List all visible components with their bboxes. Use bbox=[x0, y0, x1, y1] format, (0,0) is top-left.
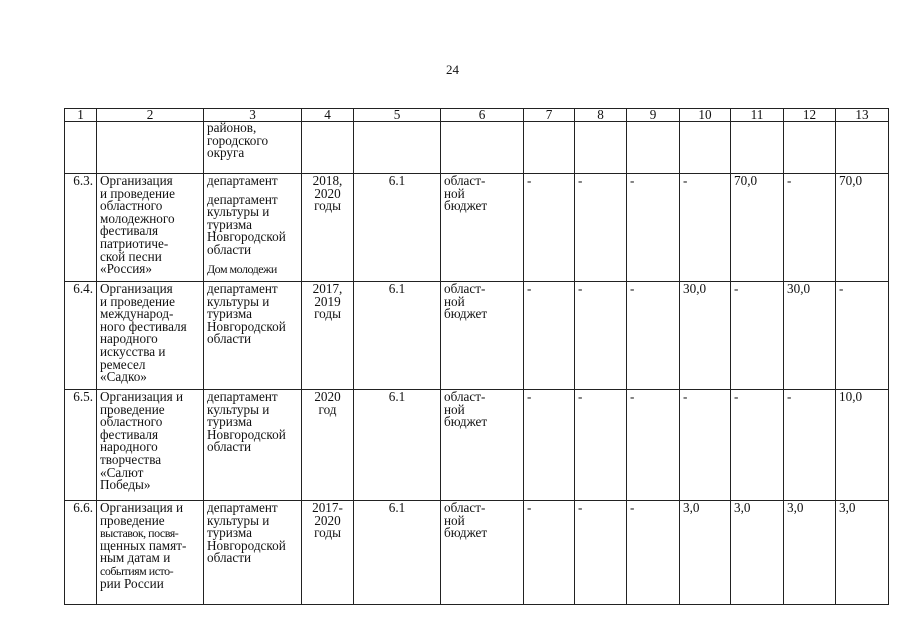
text-line: Новгородской bbox=[207, 537, 286, 553]
cell-name bbox=[97, 282, 204, 390]
text-line: области bbox=[207, 550, 252, 566]
cell-years bbox=[302, 174, 354, 282]
text-line: «Россия» bbox=[100, 261, 152, 277]
text-line: департамент bbox=[207, 281, 278, 296]
cell-num: 6.4. bbox=[65, 282, 97, 390]
header-row bbox=[65, 109, 889, 122]
text-line: культуры и bbox=[207, 512, 270, 528]
table-row bbox=[65, 390, 889, 501]
text-line: «Садко» bbox=[100, 369, 147, 385]
cell-value-col-7: - bbox=[524, 390, 575, 501]
text-line: 2020 bbox=[314, 185, 341, 201]
text-line: бюджет bbox=[444, 414, 488, 430]
cell-source bbox=[441, 282, 524, 390]
text-line: област- bbox=[444, 173, 486, 188]
cell-name bbox=[97, 390, 204, 501]
text-line: и проведение bbox=[100, 185, 175, 201]
cell-value-col-8: - bbox=[575, 501, 627, 605]
table-row bbox=[65, 282, 889, 390]
continuation-row bbox=[65, 122, 889, 174]
header-cell-13: 13 bbox=[836, 109, 889, 122]
cell-target: 6.1 bbox=[354, 174, 441, 282]
header-cell-4: 4 bbox=[302, 109, 354, 122]
text-line: Организация bbox=[100, 173, 173, 188]
text-line: рии России bbox=[100, 575, 164, 591]
text-line: округа bbox=[207, 145, 245, 161]
cell-years bbox=[302, 282, 354, 390]
text-line: районов, bbox=[207, 121, 257, 135]
text-line: бюджет bbox=[444, 525, 488, 541]
text-line: Новгородской bbox=[207, 426, 286, 442]
text-line: областного bbox=[100, 198, 163, 214]
cell-target: 6.1 bbox=[354, 501, 441, 605]
text-line: выставок, посвя- bbox=[100, 526, 179, 541]
cell-value-col-8: - bbox=[575, 390, 627, 501]
text-line: культуры и bbox=[207, 401, 270, 417]
text-line: проведение bbox=[100, 512, 165, 528]
text-line: 2017, bbox=[312, 281, 343, 296]
text-line: фестиваля bbox=[100, 426, 159, 442]
cell-value-col-10: 30,0 bbox=[680, 282, 731, 390]
text-line: области bbox=[207, 439, 252, 455]
cell-executor bbox=[204, 174, 302, 282]
text-line: департамент bbox=[207, 389, 278, 404]
cell-name bbox=[97, 122, 204, 174]
cell-years bbox=[302, 501, 354, 605]
cell-value-col-8: - bbox=[575, 282, 627, 390]
text-line: 2020 bbox=[314, 389, 341, 404]
text-line: туризма bbox=[207, 216, 252, 232]
text-line: бюджет bbox=[444, 306, 488, 322]
cell-target bbox=[354, 122, 441, 174]
text-line: туризма bbox=[207, 414, 252, 430]
text-line: области bbox=[207, 241, 252, 257]
cell-num: 6.5. bbox=[65, 390, 97, 501]
text-line: бюджет bbox=[444, 198, 488, 214]
cell-value-col-13: 3,0 bbox=[836, 501, 889, 605]
header-cell-6: 6 bbox=[441, 109, 524, 122]
text-line: фестиваля bbox=[100, 223, 159, 239]
text-line: област- bbox=[444, 281, 486, 296]
text-line: ной bbox=[444, 512, 465, 528]
text-line: ной bbox=[444, 293, 465, 309]
text-line: щенных памят- bbox=[100, 537, 187, 553]
text-line: Дом молодежи bbox=[207, 261, 277, 276]
text-line: событиям исто- bbox=[100, 563, 174, 578]
text-line: област- bbox=[444, 500, 486, 515]
text-line: народного bbox=[100, 439, 158, 455]
cell-value-col-10: 3,0 bbox=[680, 501, 731, 605]
cell-num: 6.3. bbox=[65, 174, 97, 282]
cell-value-col-9: - bbox=[627, 282, 680, 390]
cell-executor bbox=[204, 390, 302, 501]
text-line: народного bbox=[100, 331, 158, 347]
header-cell-9: 9 bbox=[627, 109, 680, 122]
text-line: молодежного bbox=[100, 210, 175, 226]
text-line: годы bbox=[314, 306, 341, 322]
text-line: патриотиче- bbox=[100, 235, 169, 251]
text-line: туризма bbox=[207, 525, 252, 541]
text-line: области bbox=[207, 331, 252, 347]
text-line: и проведение bbox=[100, 293, 175, 309]
header-cell-1: 1 bbox=[65, 109, 97, 122]
text-line: 2018, bbox=[312, 173, 343, 188]
cell-value-col-13: 10,0 bbox=[836, 390, 889, 501]
text-line: ного фестиваля bbox=[100, 318, 187, 334]
text-line: Новгородской bbox=[207, 318, 286, 334]
text-line: областного bbox=[100, 414, 163, 430]
text-line: департамент bbox=[207, 191, 278, 207]
cell-num: 6.6. bbox=[65, 501, 97, 605]
text-line: 2019 bbox=[314, 293, 341, 309]
text-line: департамент bbox=[207, 173, 278, 188]
cell-num bbox=[65, 122, 97, 174]
cell-target: 6.1 bbox=[354, 282, 441, 390]
header-cell-12: 12 bbox=[784, 109, 836, 122]
header-cell-5: 5 bbox=[354, 109, 441, 122]
text-line: област- bbox=[444, 389, 486, 404]
header-cell-7: 7 bbox=[524, 109, 575, 122]
cell-years bbox=[302, 390, 354, 501]
text-line: проведение bbox=[100, 401, 165, 417]
cell-source bbox=[441, 122, 524, 174]
header-cell-10: 10 bbox=[680, 109, 731, 122]
text-line: культуры и bbox=[207, 293, 270, 309]
text-line: 2017- bbox=[312, 500, 343, 515]
text-line: городского bbox=[207, 132, 269, 148]
text-line: годы bbox=[314, 198, 341, 214]
cell-value-col-13: - bbox=[836, 282, 889, 390]
text-line: департамент bbox=[207, 500, 278, 515]
cell-value-col-7: - bbox=[524, 282, 575, 390]
cell-years bbox=[302, 122, 354, 174]
cell-value-col-12: 3,0 bbox=[784, 501, 836, 605]
cell-executor bbox=[204, 501, 302, 605]
cell-value-col-11: 70,0 bbox=[731, 174, 784, 282]
header-cell-3: 3 bbox=[204, 109, 302, 122]
program-table bbox=[64, 108, 889, 605]
text-line: туризма bbox=[207, 306, 252, 322]
text-line: год bbox=[318, 401, 337, 417]
text-line: ской песни bbox=[100, 248, 162, 264]
page-number: 24 bbox=[446, 62, 459, 77]
text-line: «Салют bbox=[100, 464, 144, 480]
text-line: Победы» bbox=[100, 477, 151, 493]
header-cell-2: 2 bbox=[97, 109, 204, 122]
header-cell-8: 8 bbox=[575, 109, 627, 122]
header-cell-11: 11 bbox=[731, 109, 784, 122]
cell-name bbox=[97, 174, 204, 282]
text-line: 2020 bbox=[314, 512, 341, 528]
text-line: Организация и bbox=[100, 389, 184, 404]
cell-value-col-9: - bbox=[627, 174, 680, 282]
cell-value-col-11: 3,0 bbox=[731, 501, 784, 605]
cell-value-col-12: - bbox=[784, 390, 836, 501]
cell-executor bbox=[204, 282, 302, 390]
cell-value-col-7: - bbox=[524, 501, 575, 605]
cell-executor bbox=[204, 122, 302, 174]
text-line: международ- bbox=[100, 306, 174, 322]
cell-value-col-12: 30,0 bbox=[784, 282, 836, 390]
text-line: искусства и bbox=[100, 343, 166, 359]
table-row bbox=[65, 174, 889, 282]
cell-value-col-7: - bbox=[524, 174, 575, 282]
cell-value-col-13: 70,0 bbox=[836, 174, 889, 282]
cell-value-col-9: - bbox=[627, 390, 680, 501]
cell-value-col-10: - bbox=[680, 174, 731, 282]
text-line: Новгородской bbox=[207, 229, 286, 245]
text-line: Организация и bbox=[100, 500, 184, 515]
cell-value-col-9: - bbox=[627, 501, 680, 605]
cell-value-col-10: - bbox=[680, 390, 731, 501]
cell-name bbox=[97, 501, 204, 605]
text-line: творчества bbox=[100, 451, 162, 467]
cell-source bbox=[441, 174, 524, 282]
text-line: Организация bbox=[100, 281, 173, 296]
cell-value-col-12: - bbox=[784, 174, 836, 282]
cell-source bbox=[441, 390, 524, 501]
cell-target: 6.1 bbox=[354, 390, 441, 501]
table-row bbox=[65, 501, 889, 605]
cell-value-col-8: - bbox=[575, 174, 627, 282]
text-line: культуры и bbox=[207, 204, 270, 220]
cell-source bbox=[441, 501, 524, 605]
text-line: ной bbox=[444, 185, 465, 201]
text-line: ремесел bbox=[100, 356, 146, 372]
cell-value-col-11: - bbox=[731, 390, 784, 501]
text-line: ной bbox=[444, 401, 465, 417]
text-line: ным датам и bbox=[100, 550, 171, 566]
cell-value-col-11: - bbox=[731, 282, 784, 390]
text-line: годы bbox=[314, 525, 341, 541]
